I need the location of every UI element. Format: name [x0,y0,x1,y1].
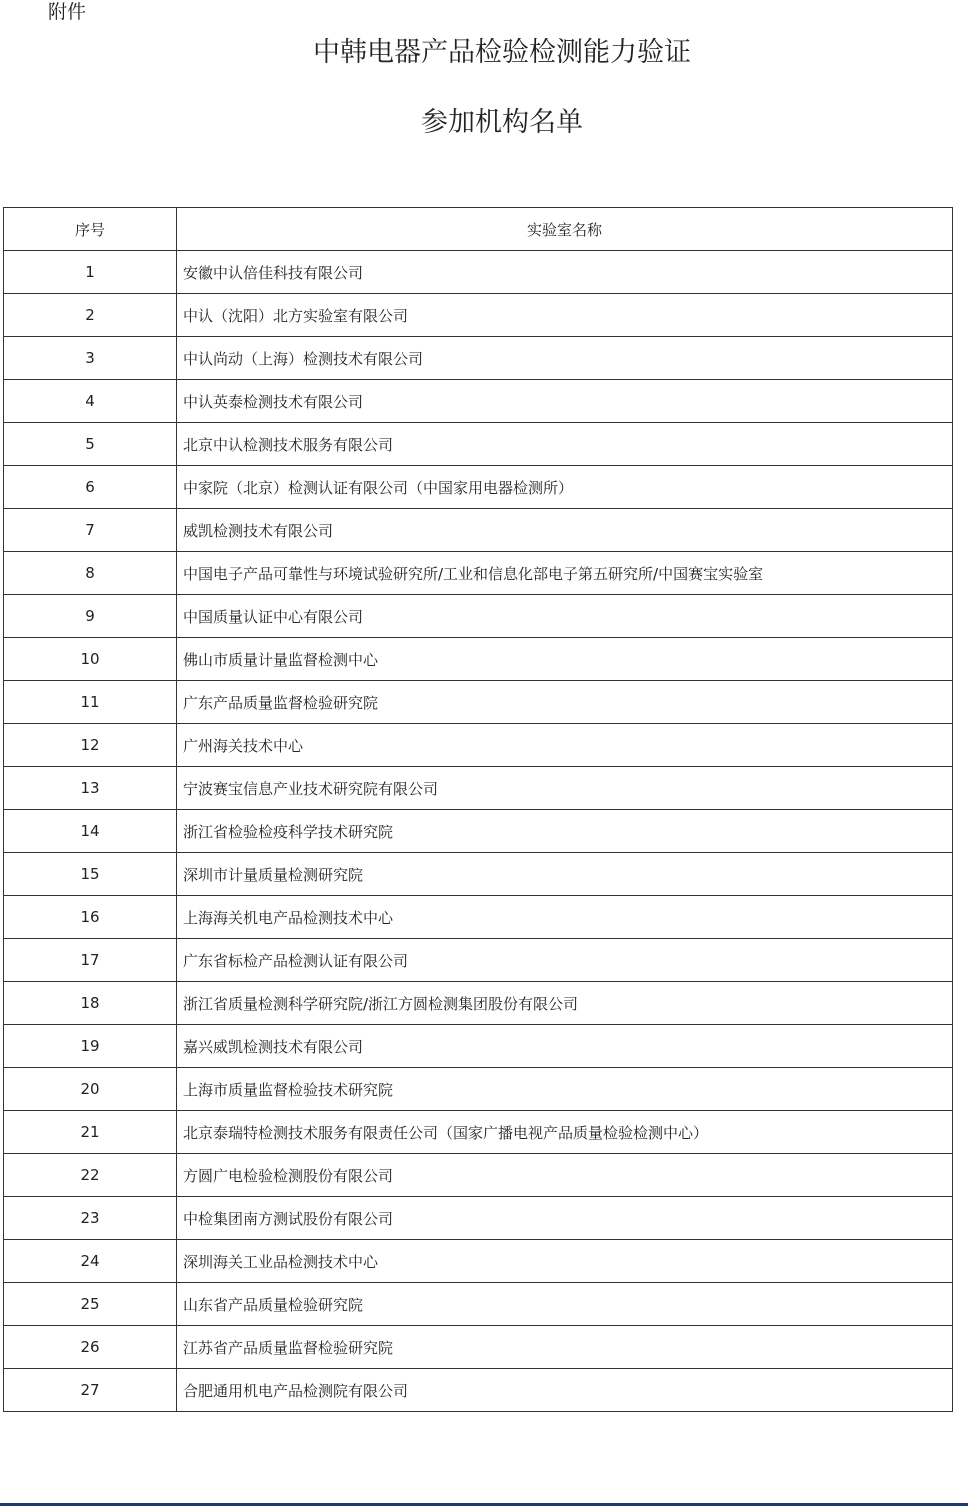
attachment-label: 附件 [48,1,87,23]
lab-name: 山东省产品质量检验研究院 [177,1283,953,1326]
table-row [4,466,953,509]
lab-name: 上海海关机电产品检测技术中心 [177,896,953,939]
lab-name: 中认英泰检测技术有限公司 [177,380,953,423]
table-row [4,509,953,552]
row-index: 7 [4,509,177,552]
lab-name: 安徽中认倍佳科技有限公司 [177,251,953,294]
table-row [4,939,953,982]
row-index: 25 [4,1283,177,1326]
table-row [4,423,953,466]
row-index: 23 [4,1197,177,1240]
lab-name: 中国质量认证中心有限公司 [177,595,953,638]
table-row [4,1240,953,1283]
row-index: 5 [4,423,177,466]
row-index: 21 [4,1111,177,1154]
document-title: 中韩电器产品检验检测能力验证 [313,37,691,68]
table-row [4,1369,953,1412]
table-row [4,1025,953,1068]
table-row [4,1154,953,1197]
table-row [4,767,953,810]
row-index: 15 [4,853,177,896]
table-row [4,251,953,294]
row-index: 22 [4,1154,177,1197]
row-index: 14 [4,810,177,853]
lab-name: 威凯检测技术有限公司 [177,509,953,552]
column-header-index: 序号 [4,208,177,251]
lab-name: 深圳市计量质量检测研究院 [177,853,953,896]
table-row [4,896,953,939]
table-row [4,380,953,423]
lab-name: 中检集团南方测试股份有限公司 [177,1197,953,1240]
lab-name: 广东产品质量监督检验研究院 [177,681,953,724]
row-index: 16 [4,896,177,939]
row-index: 9 [4,595,177,638]
lab-name: 合肥通用机电产品检测院有限公司 [177,1369,953,1412]
lab-name: 北京中认检测技术服务有限公司 [177,423,953,466]
table-row [4,1111,953,1154]
row-index: 4 [4,380,177,423]
table-row [4,337,953,380]
participant-table [3,207,953,1412]
row-index: 18 [4,982,177,1025]
table-row [4,1068,953,1111]
row-index: 11 [4,681,177,724]
table-row [4,1283,953,1326]
lab-name: 中认尚动（上海）检测技术有限公司 [177,337,953,380]
row-index: 20 [4,1068,177,1111]
lab-name: 方圆广电检验检测股份有限公司 [177,1154,953,1197]
table-row [4,724,953,767]
lab-name: 广州海关技术中心 [177,724,953,767]
lab-name: 宁波赛宝信息产业技术研究院有限公司 [177,767,953,810]
table-row [4,1326,953,1369]
table-row [4,1197,953,1240]
table-header-row [4,208,953,251]
row-index: 8 [4,552,177,595]
table-row [4,810,953,853]
lab-name: 江苏省产品质量监督检验研究院 [177,1326,953,1369]
row-index: 3 [4,337,177,380]
lab-name: 中国电子产品可靠性与环境试验研究所/工业和信息化部电子第五研究所/中国赛宝实验室 [177,552,953,595]
row-index: 27 [4,1369,177,1412]
table-row [4,294,953,337]
row-index: 13 [4,767,177,810]
lab-name: 佛山市质量计量监督检测中心 [177,638,953,681]
row-index: 19 [4,1025,177,1068]
table-body [4,251,953,1412]
lab-name: 上海市质量监督检验技术研究院 [177,1068,953,1111]
row-index: 1 [4,251,177,294]
lab-name: 中家院（北京）检测认证有限公司（中国家用电器检测所） [177,466,953,509]
row-index: 6 [4,466,177,509]
lab-name: 浙江省检验检疫科学技术研究院 [177,810,953,853]
lab-name: 浙江省质量检测科学研究院/浙江方圆检测集团股份有限公司 [177,982,953,1025]
row-index: 2 [4,294,177,337]
table-row [4,982,953,1025]
lab-name: 北京泰瑞特检测技术服务有限责任公司（国家广播电视产品质量检验检测中心） [177,1111,953,1154]
table-row [4,853,953,896]
table-row [4,681,953,724]
lab-name: 广东省标检产品检测认证有限公司 [177,939,953,982]
table-row [4,552,953,595]
lab-name: 嘉兴威凯检测技术有限公司 [177,1025,953,1068]
table-row [4,595,953,638]
table-row [4,638,953,681]
row-index: 17 [4,939,177,982]
row-index: 12 [4,724,177,767]
row-index: 26 [4,1326,177,1369]
lab-name: 深圳海关工业品检测技术中心 [177,1240,953,1283]
document-subtitle: 参加机构名单 [421,107,583,138]
column-header-name: 实验室名称 [177,208,953,251]
lab-name: 中认（沈阳）北方实验室有限公司 [177,294,953,337]
row-index: 10 [4,638,177,681]
row-index: 24 [4,1240,177,1283]
